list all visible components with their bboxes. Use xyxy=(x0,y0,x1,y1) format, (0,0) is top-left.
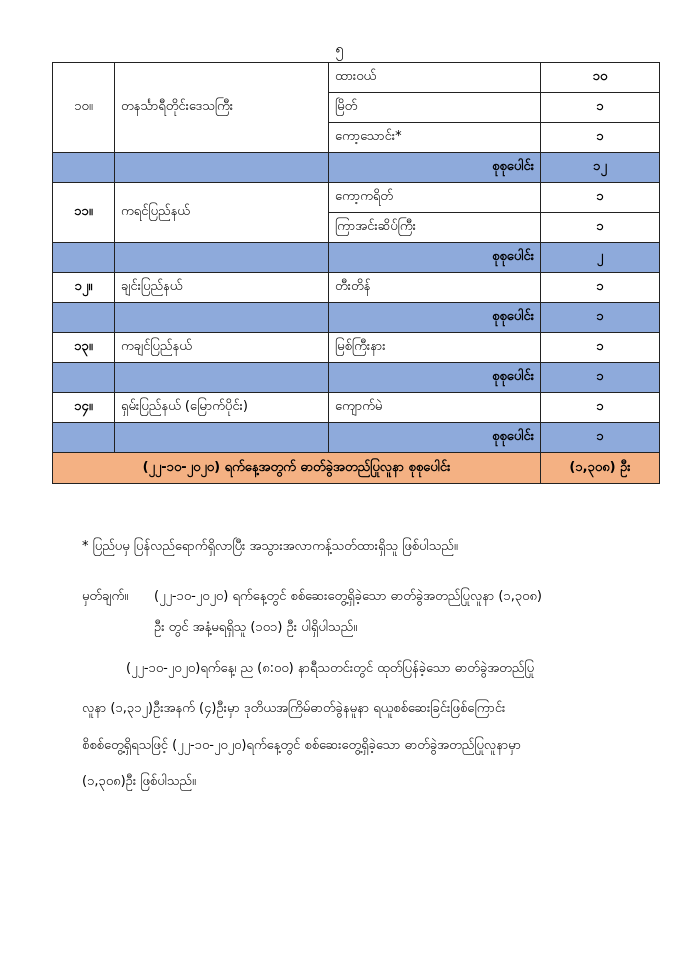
subtotal-count: ၁ xyxy=(541,423,660,453)
table-row xyxy=(53,273,660,303)
case-count: ၁ xyxy=(541,393,660,423)
case-table xyxy=(52,62,660,484)
footnote: * ပြည်ပမှ ပြန်လည်ရောက်ရှိလာပြီး အသွားအလာကန့်သတ်ထားရှိသူ ဖြစ်ပါသည်။ xyxy=(82,539,458,554)
table-row xyxy=(53,183,660,213)
subtotal-count: ၁ xyxy=(541,303,660,333)
grand-total-label: (၂၂-၁၀-၂၀၂၀) ရက်နေ့အတွက် ဓာတ်ခွဲအတည်ပြုလူနာ စုစုပေါင်း xyxy=(53,453,541,484)
row-number: ၁၂။ xyxy=(53,273,115,303)
grand-total-value: (၁,၃၀၈) ဦး xyxy=(541,453,660,484)
remark-line: (၂၂-၁၀-၂၀၂၀) ရက်နေ့တွင် စစ်ဆေးတွေ့ရှိခဲ့သော ဓာတ်ခွဲအတည်ပြုလူနာ (၁,၃၀၈) xyxy=(154,589,542,604)
subtotal-count: ၁၂ xyxy=(541,153,660,183)
row-number: ၁၃။ xyxy=(53,333,115,363)
case-count: ၁ xyxy=(541,123,660,153)
table-row xyxy=(53,333,660,363)
subtotal-count: ၁ xyxy=(541,363,660,393)
township-name: ကော့သောင်း* xyxy=(329,123,541,153)
subtotal-label: စုစုပေါင်း xyxy=(329,153,541,183)
subtotal-row xyxy=(53,243,660,273)
remark-label: မှတ်ချက်။ xyxy=(82,589,129,604)
township-name: မြိတ် xyxy=(329,93,541,123)
region-name: တနင်္သာရီတိုင်းဒေသကြီး xyxy=(115,63,329,153)
township-name: ကော့ကရိတ် xyxy=(329,183,541,213)
region-name: ကချင်ပြည်နယ် xyxy=(115,333,329,363)
subtotal-label: စုစုပေါင်း xyxy=(329,423,541,453)
subtotal-row xyxy=(53,423,660,453)
subtotal-row xyxy=(53,363,660,393)
paragraph-line: (၁,၃၀၈)ဦး ဖြစ်ပါသည်။ xyxy=(82,774,196,789)
table-row xyxy=(53,63,660,93)
township-name: ထားဝယ် xyxy=(329,63,541,93)
row-number: ၁၁။ xyxy=(53,183,115,243)
subtotal-label: စုစုပေါင်း xyxy=(329,363,541,393)
subtotal-row xyxy=(53,303,660,333)
grand-total-row xyxy=(53,453,660,484)
remark-line: ဦး တွင် အနံ့မရရှိသူ (၁၀၁) ဦး ပါရှိပါသည်။ xyxy=(154,620,358,635)
subtotal-count: ၂ xyxy=(541,243,660,273)
page-number: ၅ xyxy=(335,40,344,58)
township-name: မြစ်ကြီးနား xyxy=(329,333,541,363)
case-count: ၁ xyxy=(541,93,660,123)
paragraph-line: စိစစ်တွေ့ရှိရသဖြင့် (၂၂-၁၀-၂၀၂၀)ရက်နေ့တွင် စစ်ဆေးတွေ့ရှိခဲ့သော ဓာတ်ခွဲအတည်ပြုလူနာမှာ xyxy=(82,738,521,753)
paragraph-line: လူနာ (၁,၃၁၂)ဦးအနက် (၄)ဦးမှာ ဒုတိယအကြိမ်ဓာတ်ခွဲနမူနာ ရယူစစ်ဆေးခြင်းဖြစ်ကြောင်း xyxy=(82,701,506,716)
subtotal-label: စုစုပေါင်း xyxy=(329,303,541,333)
region-name: ကရင်ပြည်နယ် xyxy=(115,183,329,243)
row-number: ၁၄။ xyxy=(53,393,115,423)
subtotal-label: စုစုပေါင်း xyxy=(329,243,541,273)
paragraph-line: (၂၂-၁၀-၂၀၂၀)ရက်နေ့၊ ည (၈:၀၀) နာရီသတင်းတွင် ထုတ်ပြန်ခဲ့သော ဓာတ်ခွဲအတည်ပြု xyxy=(126,661,535,676)
case-count: ၁ xyxy=(541,333,660,363)
region-name: ချင်းပြည်နယ် xyxy=(115,273,329,303)
region-name: ရှမ်းပြည်နယ် (မြောက်ပိုင်း) xyxy=(115,393,329,423)
township-name: ကျောက်မဲ xyxy=(329,393,541,423)
case-count: ၁ xyxy=(541,273,660,303)
township-name: ကြာအင်းဆိပ်ကြီး xyxy=(329,213,541,243)
case-count: ၁ xyxy=(541,183,660,213)
subtotal-row xyxy=(53,153,660,183)
case-count: ၁ xyxy=(541,213,660,243)
township-name: တီးတိန် xyxy=(329,273,541,303)
row-number: ၁၀။ xyxy=(53,63,115,153)
case-count: ၁၀ xyxy=(541,63,660,93)
table-row xyxy=(53,393,660,423)
